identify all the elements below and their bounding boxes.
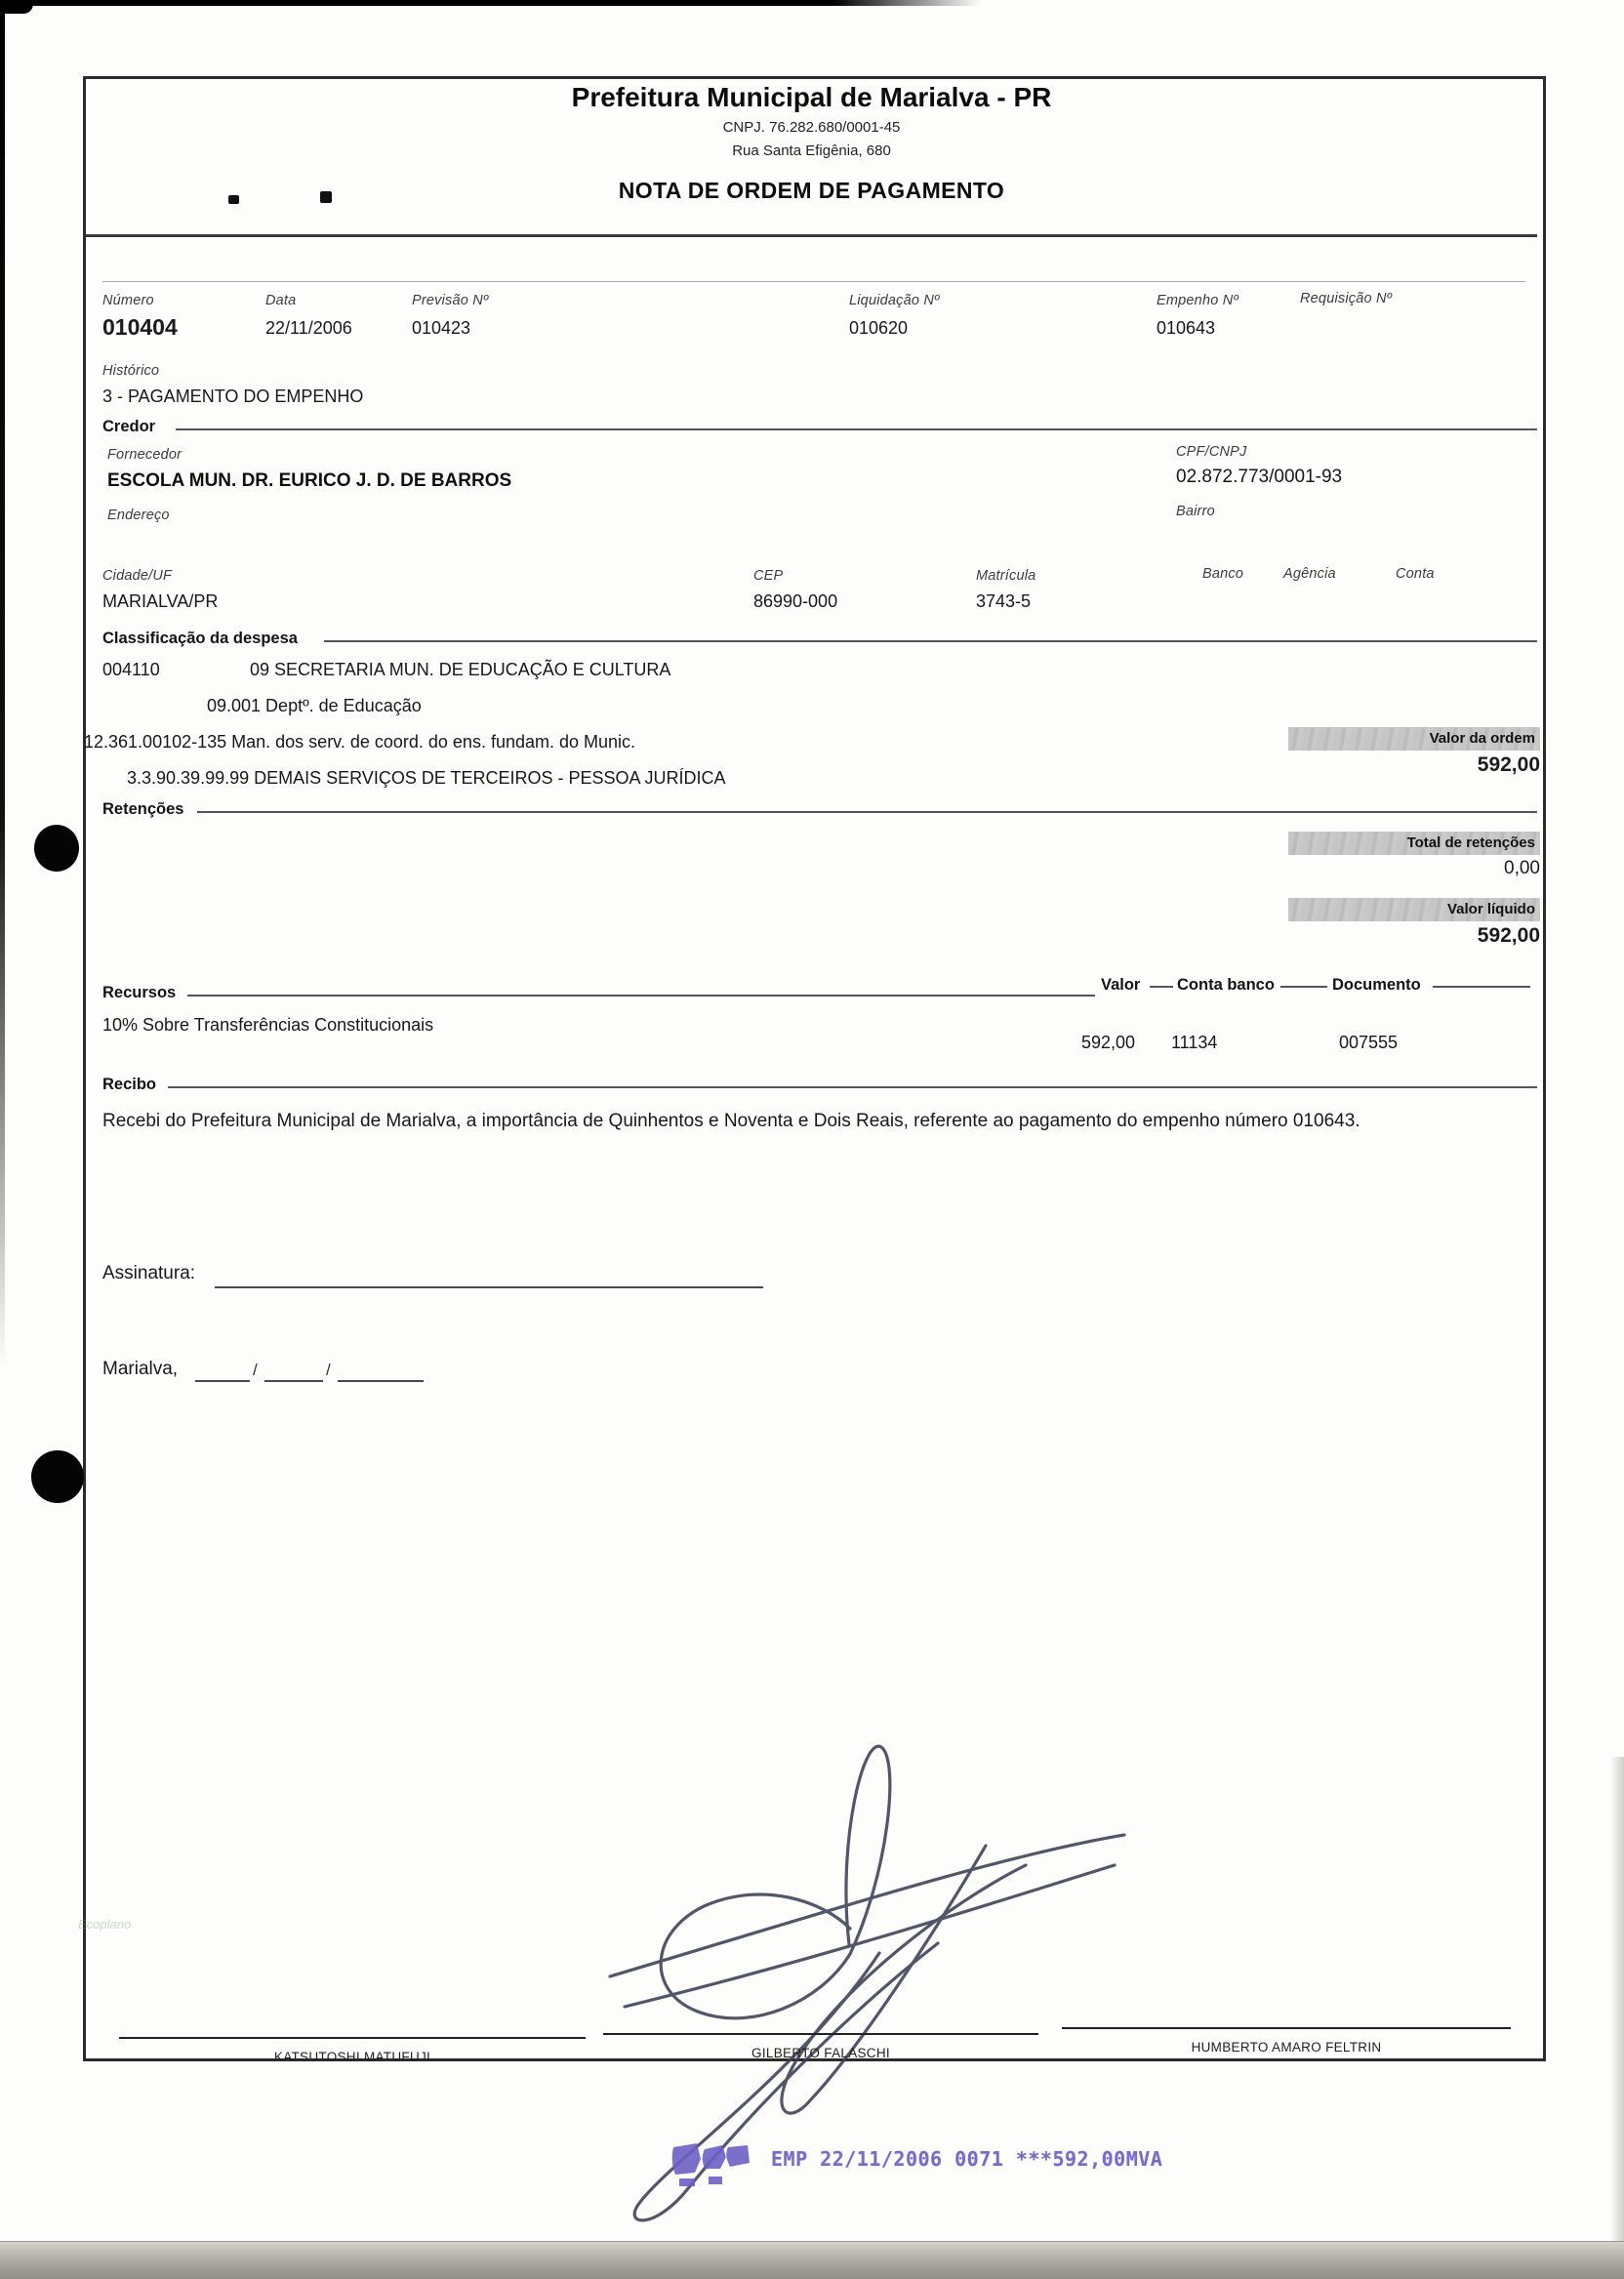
- scan-edge-right: [1610, 1757, 1624, 2242]
- valor-ordem-value: 592,00: [1477, 753, 1540, 776]
- fornecedor-label: Fornecedor: [107, 447, 183, 463]
- punch-hole: [31, 1450, 84, 1503]
- recursos-header-dash: [1280, 986, 1327, 988]
- local-data-label: Marialva,: [102, 1359, 179, 1379]
- credor-section-label: Credor: [102, 418, 156, 435]
- classificacao-section-label: Classificação da despesa: [102, 630, 298, 647]
- signature-name: KATSUTOSHI MATUFUJI: [273, 2050, 431, 2064]
- numero-label: Número: [102, 293, 154, 308]
- cidade-uf-value: MARIALVA/PR: [102, 591, 219, 611]
- banco-label: Banco: [1202, 566, 1244, 582]
- endereco-label: Endereço: [107, 508, 170, 523]
- historico-label: Histórico: [102, 363, 160, 379]
- elemento: 3.3.90.39.99.99 DEMAIS SERVIÇOS DE TERCEIROS - PESSOA JURÍDICA: [127, 768, 726, 788]
- total-retencoes-value: 0,00: [1504, 858, 1540, 878]
- recursos-section-label: Recursos: [102, 984, 177, 1001]
- cep-value: 86990-000: [753, 591, 838, 611]
- recibo-section-label: Recibo: [102, 1076, 157, 1093]
- unidade: 09.001 Deptº. de Educação: [207, 696, 422, 715]
- previsao-value: 010423: [412, 318, 471, 338]
- cidade-uf-label: Cidade/UF: [102, 568, 173, 584]
- signature-name: GILBERTO FALASCHI: [751, 2046, 890, 2060]
- recursos-conta-banco-label: Conta banco: [1177, 976, 1275, 994]
- signature-line: [1062, 2027, 1511, 2029]
- header-divider: [86, 234, 1537, 237]
- document-title: NOTA DE ORDEM DE PAGAMENTO: [618, 178, 1005, 203]
- signature-name: HUMBERTO AMARO FELTRIN: [1191, 2040, 1382, 2055]
- liquidacao-value: 010620: [849, 318, 909, 338]
- data-label: Data: [265, 293, 297, 308]
- recursos-header-dash: [1433, 986, 1530, 988]
- recursos-documento-label: Documento: [1332, 976, 1421, 994]
- liquidacao-label: Liquidação Nº: [849, 293, 940, 308]
- empenho-value: 010643: [1157, 318, 1216, 338]
- scan-edge-left: [0, 0, 5, 1366]
- valor-liquido-value: 592,00: [1477, 924, 1540, 947]
- conta-label: Conta: [1396, 566, 1435, 582]
- org-cnpj: CNPJ. 76.282.680/0001-45: [722, 119, 901, 136]
- signature-line: [603, 2033, 1038, 2035]
- previsao-label: Previsão Nº: [412, 293, 489, 308]
- recibo-divider: [168, 1086, 1537, 1088]
- watermark-text: Ecoplano: [78, 1917, 132, 1932]
- projeto: 12.361.00102-135 Man. dos serv. de coord. do ens. fundam. do Munic.: [84, 732, 636, 752]
- cpf-cnpj-label: CPF/CNPJ: [1176, 444, 1247, 460]
- total-retencoes-label: Total de retenções: [1288, 832, 1540, 855]
- orgao-desc: 09 SECRETARIA MUN. DE EDUCAÇÃO E CULTURA: [250, 660, 671, 679]
- orgao-code: 004110: [102, 660, 160, 679]
- requisicao-label: Requisição Nº: [1300, 291, 1393, 306]
- valor-ordem-label: Valor da ordem: [1288, 727, 1540, 751]
- recurso-documento: 007555: [1339, 1033, 1399, 1052]
- empenho-label: Empenho Nº: [1157, 293, 1238, 308]
- date-slash: /: [326, 1361, 331, 1379]
- assinatura-blank-line: [215, 1286, 763, 1288]
- date-blank-day: [195, 1380, 250, 1382]
- assinatura-label: Assinatura:: [102, 1263, 196, 1283]
- historico-value: 3 - PAGAMENTO DO EMPENHO: [102, 387, 364, 406]
- date-slash: /: [253, 1361, 258, 1379]
- fields-divider: [102, 281, 1525, 282]
- valor-liquido-label: Valor líquido: [1288, 898, 1540, 921]
- recursos-valor-label: Valor: [1101, 976, 1141, 994]
- recursos-header-dash: [1150, 986, 1173, 988]
- recibo-text: Recebi do Prefeitura Municipal de Marialva, a importância de Quinhentos e Noventa e Dois Reais, referente ao pagamento do empenho número 010643.: [102, 1111, 1360, 1131]
- org-title: Prefeitura Municipal de Marialva - PR: [571, 82, 1052, 112]
- date-blank-month: [264, 1380, 323, 1382]
- recursos-divider: [187, 995, 1095, 997]
- bairro-label: Bairro: [1176, 504, 1215, 519]
- stamp-logo: [671, 2139, 753, 2190]
- data-value: 22/11/2006: [265, 318, 352, 338]
- punch-hole: [34, 825, 79, 872]
- fornecedor-value: ESCOLA MUN. DR. EURICO J. D. DE BARROS: [107, 470, 512, 491]
- signature-line: [119, 2037, 586, 2039]
- scan-edge-corner: [0, 0, 33, 14]
- matricula-label: Matrícula: [976, 568, 1036, 584]
- stamp-text: EMP 22/11/2006 0071 ***592,00MVA: [771, 2147, 1163, 2171]
- cep-label: CEP: [753, 568, 784, 584]
- matricula-value: 3743-5: [976, 591, 1032, 611]
- recurso-descricao: 10% Sobre Transferências Constitucionais: [102, 1015, 434, 1035]
- retencoes-divider: [197, 811, 1537, 813]
- classificacao-divider: [324, 640, 1537, 642]
- recurso-conta-banco: 11134: [1171, 1033, 1218, 1052]
- date-blank-year: [338, 1380, 424, 1382]
- recurso-valor: 592,00: [1081, 1033, 1136, 1052]
- retencoes-section-label: Retenções: [102, 800, 184, 818]
- agencia-label: Agência: [1283, 566, 1336, 582]
- scan-edge-top: [0, 0, 981, 6]
- numero-value: 010404: [102, 314, 178, 340]
- org-address: Rua Santa Efigênia, 680: [732, 142, 891, 159]
- cpf-cnpj-value: 02.872.773/0001-93: [1176, 467, 1343, 487]
- scan-edge-bottom: [0, 2241, 1624, 2279]
- credor-divider: [176, 428, 1537, 430]
